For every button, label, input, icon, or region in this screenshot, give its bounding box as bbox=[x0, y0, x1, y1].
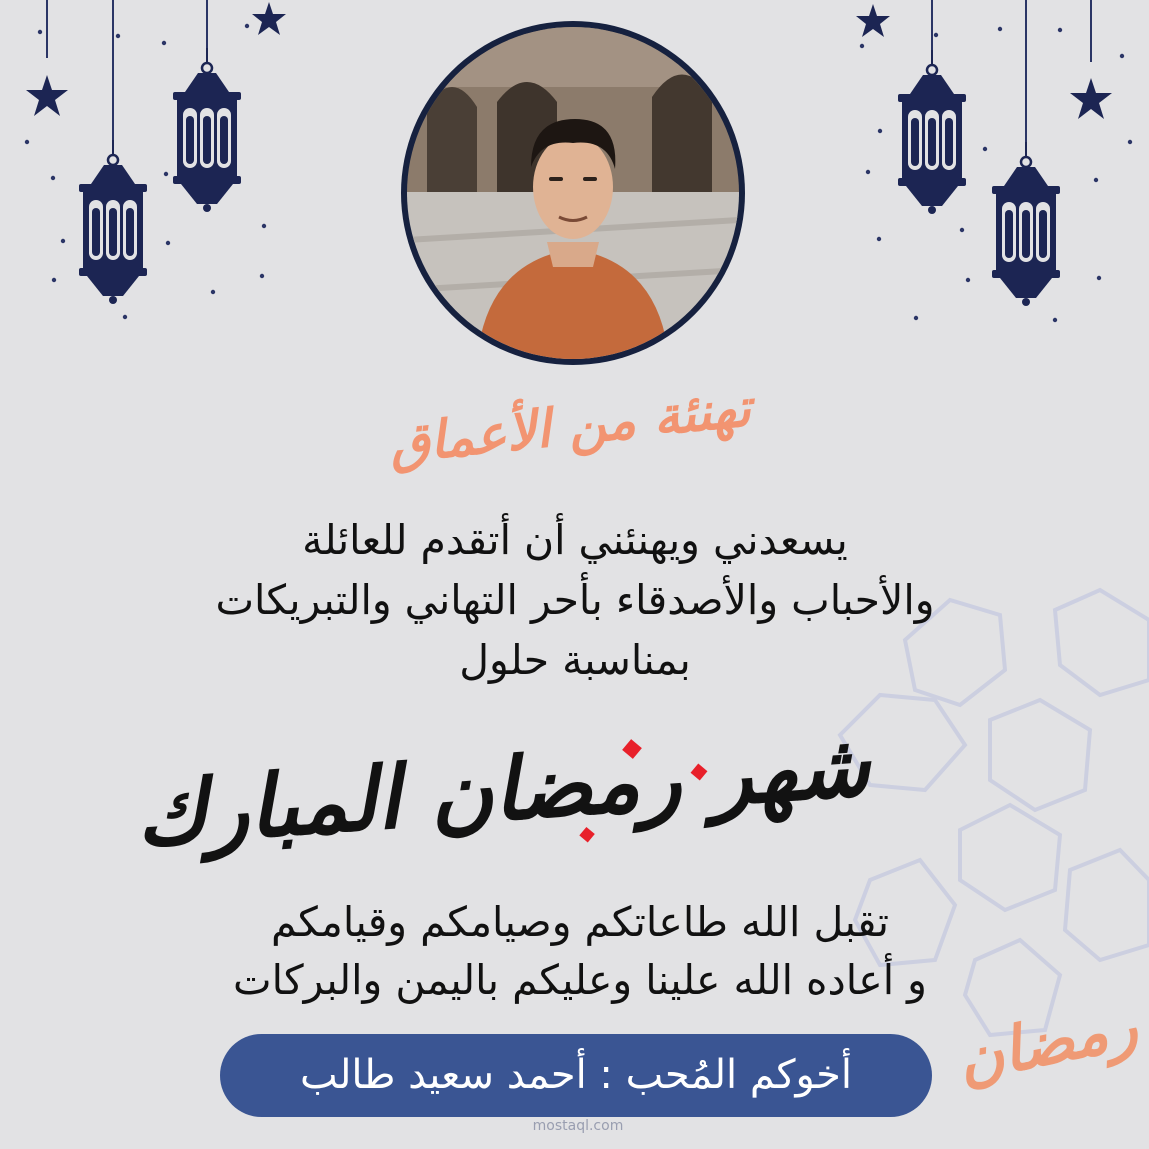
greeting-title: تهنئة من الأعماق bbox=[386, 377, 754, 476]
star-icon bbox=[26, 75, 68, 116]
intro-line-2: والأحباب والأصدقاء بأحر التهاني والتبريكات bbox=[215, 576, 935, 624]
intro-message bbox=[130, 510, 1020, 690]
lantern-icon bbox=[173, 48, 241, 212]
blessing-line-1: تقبل الله طاعاتكم وصيامكم وقيامكم bbox=[270, 898, 890, 946]
profile-photo bbox=[407, 27, 739, 359]
blessing-line-2: و أعاده الله علينا وعليكم باليمن والبركات bbox=[233, 956, 927, 1004]
star-icon bbox=[1070, 78, 1112, 119]
signature-banner: أخوكم المُحب : أحمد سعيد طالب bbox=[220, 1034, 932, 1117]
intro-line-1: يسعدني ويهنئني أن أتقدم للعائلة bbox=[302, 516, 848, 564]
star-icon bbox=[856, 4, 890, 37]
left-hanging-decor bbox=[26, 0, 286, 304]
lantern-icon bbox=[898, 50, 966, 214]
ramadan-calligraphy: شهر رمضان المبارك bbox=[132, 714, 873, 867]
portrait-photo bbox=[407, 27, 739, 359]
lantern-icon bbox=[79, 140, 147, 304]
lantern-icon bbox=[992, 142, 1060, 306]
right-hanging-decor bbox=[856, 0, 1112, 306]
intro-line-3: بمناسبة حلول bbox=[459, 636, 691, 684]
blessing-message bbox=[140, 893, 1020, 1009]
star-icon bbox=[252, 2, 286, 35]
ramadan-logo: رمضان bbox=[950, 987, 1144, 1098]
watermark-url: mostaql.com bbox=[532, 1118, 624, 1134]
profile-photo-frame bbox=[401, 21, 745, 365]
